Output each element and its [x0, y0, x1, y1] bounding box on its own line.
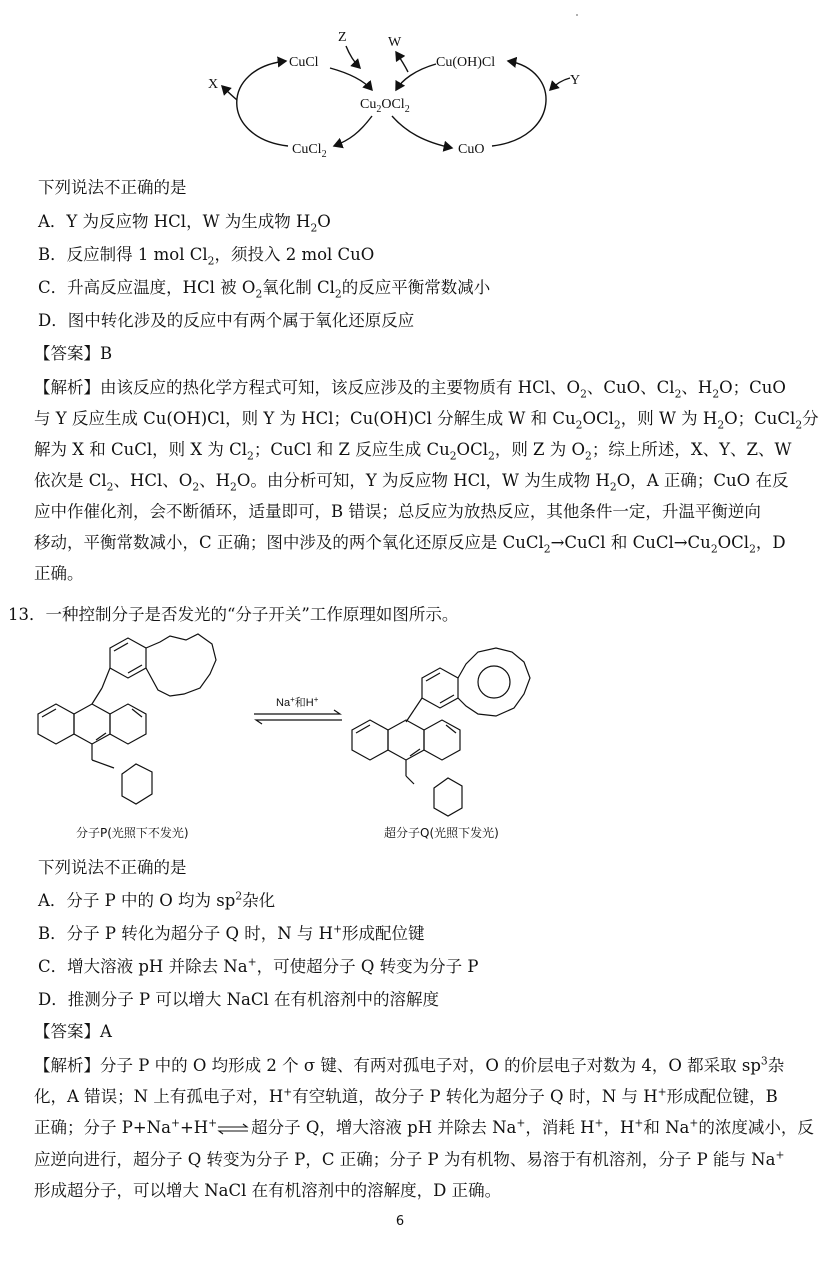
q12-option-b: B．反应制得 1 mol $Cl_2$，须投入 2 mol CuO — [38, 245, 375, 268]
label-z: Z — [338, 30, 347, 45]
reaction-cycle-figure — [200, 28, 610, 168]
q12-analysis — [34, 372, 819, 589]
supermolecule-q-figure — [348, 644, 558, 824]
q13-option-b: B．分子 P 转化为超分子 Q 时，N 与 H+形成配位键 — [38, 922, 425, 943]
node-cucl: CuCl — [289, 55, 319, 70]
q13-analysis-line-2: 化，A 错误；N 上有孤电子对，H+有空轨道，故分子 P 转化为超分子 Q 时，N 与 H+形成配位键，B — [34, 1085, 778, 1106]
caption-molecule-p: 分子P(光照下不发光) — [76, 826, 189, 840]
q13-analysis — [34, 1050, 814, 1206]
label-y: Y — [570, 73, 581, 88]
q13-analysis-line-3: 正确；分子 P+Na++H+ 超分子 Q，增大溶液 pH 并除去 Na+，消耗 H+，H+和 Na+的浓度减小，反 — [34, 1112, 790, 1144]
q12-option-d: D．图中转化涉及的反应中有两个属于氧化还原反应 — [38, 311, 415, 330]
q12-analysis-line-1: 【解析】由该反应的热化学方程式可知，该反应涉及的主要物质有 HCl、$O_2$、CuO、$Cl_2$、$H_2O$；CuO — [34, 378, 786, 401]
q13-analysis-line-1: 【解析】分子 P 中的 O 均形成 2 个 σ 键、有两对孤电子对，O 的价层电子对数为 4，O 都采取 $sp^3$杂 — [34, 1054, 785, 1075]
q13-analysis-line-4: 应逆向进行，超分子 Q 转变为分子 P，C 正确；分子 P 为有机物、易溶于有机溶剂，分子 P 能与 Na+ — [34, 1148, 785, 1169]
q13-option-c: C．增大溶液 pH 并除去 Na+，可使超分子 Q 转变为分子 P — [38, 955, 479, 976]
q13-answer: 【答案】A — [34, 1022, 112, 1041]
q13-analysis-line-5: 形成超分子，可以增大 NaCl 在有机溶剂中的溶解度，D 正确。 — [34, 1181, 502, 1200]
q13-stem2: 下列说法不正确的是 — [38, 858, 187, 877]
q13-option-a: A．分子 P 中的 O 均为 $sp^2$杂化 — [38, 889, 276, 910]
caption-molecule-q: 超分子Q(光照下发光) — [384, 826, 499, 840]
q12-option-a: A．Y 为反应物 HCl，W 为生成物 $H_2O$ — [38, 212, 331, 235]
equilibrium-arrow — [250, 694, 346, 734]
molecule-p-figure — [30, 634, 240, 840]
label-w: W — [388, 35, 402, 50]
node-cu2ocl2: $Cu_2OCl_2$ — [360, 97, 410, 115]
q12-analysis-line-5: 应中作催化剂，会不断循环，适量即可，B 错误；总反应为放热反应，其他条件一定，升温平衡逆向 — [34, 502, 761, 521]
equilibrium-symbol — [217, 1113, 251, 1144]
q12-option-c: C．升高反应温度，HCl 被 $O_2$氧化制 $Cl_2$的反应平衡常数减小 — [38, 278, 491, 301]
q12-analysis-line-3: 解为 X 和 CuCl，则 X 为 $Cl_2$；CuCl 和 Z 反应生成 $Cu_2OCl_2$，则 Z 为 $O_2$；综上所述，X、Y、Z、W — [34, 440, 792, 463]
q12-analysis-line-6: 移动，平衡常数减小，C 正确；图中涉及的两个氧化还原反应是 CuCl$_2$→CuCl 和 $CuCl\to Cu_2OCl_2$，D — [34, 533, 786, 556]
q13-stem: 13．一种控制分子是否发光的“分子开关”工作原理如图所示。 — [8, 605, 459, 624]
label-x: X — [208, 77, 219, 92]
node-cuo: CuO — [458, 142, 485, 157]
q12-analysis-line-7: 正确。 — [34, 564, 84, 583]
q12-analysis-line-4: 依次是 $Cl_2$、HCl、$O_2$、$H_2O$。由分析可知，Y 为反应物 HCl，W 为生成物 $H_2O$，A 正确；CuO 在反 — [34, 471, 789, 494]
page-number: 6 — [395, 1214, 405, 1229]
node-cucl2: CuCl$_2$ — [292, 142, 327, 160]
q12-stem: 下列说法不正确的是 — [38, 178, 187, 197]
svg-text:Na+和H+: Na+和H+ — [276, 695, 319, 709]
q12-analysis-line-2: 与 Y 反应生成 Cu(OH)Cl，则 Y 为 HCl；Cu(OH)Cl 分解生成 W 和 $Cu_2OCl_2$，则 W 为 $H_2O$；CuCl$_2$分 — [34, 409, 819, 432]
q13-option-d: D．推测分子 P 可以增大 NaCl 在有机溶剂中的溶解度 — [38, 990, 439, 1009]
node-cuohcl: Cu(OH)Cl — [436, 55, 496, 70]
q12-answer: 【答案】B — [34, 344, 113, 363]
scan-speck — [576, 14, 578, 16]
